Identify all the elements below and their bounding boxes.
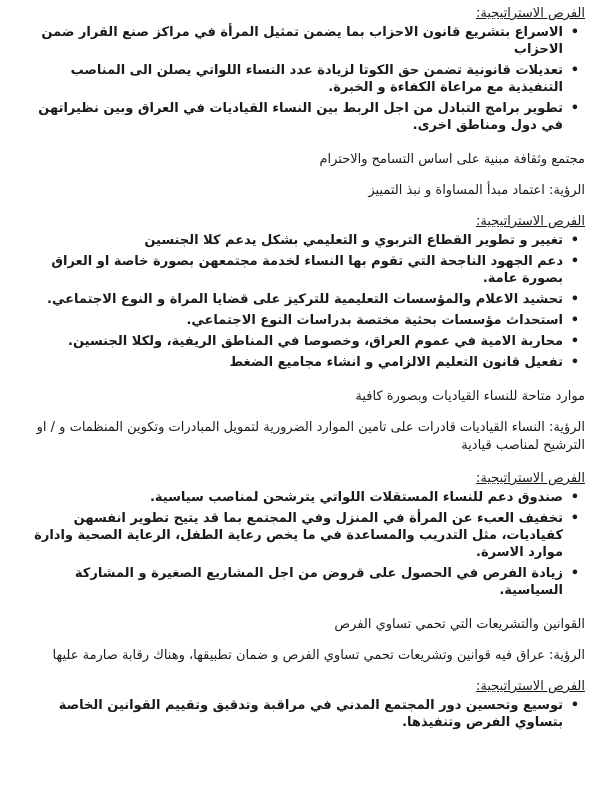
- strategic-opportunities-title-4: الفرص الاستراتيجية:: [475, 679, 585, 694]
- section-heading-2: مجتمع وثقافة مبنية على اساس التسامح والاحترام: [319, 152, 585, 167]
- opportunities-list-1: [24, 24, 585, 134]
- opportunities-list-2: [24, 232, 585, 371]
- list-item: • تطوير برامج التبادل من اجل الربط بين النساء القياديات في العراق وبين نظيراتهن في دول ومناطق اخرى.: [24, 100, 563, 134]
- section-heading-4: القوانين والتشريعات التي تحمي تساوي الفرص: [334, 617, 585, 632]
- list-item: • تحشيد الاعلام والمؤسسات التعليمية للتركيز على قضايا المراة و النوع الاجتماعي.: [24, 291, 563, 308]
- list-item: • صندوق دعم للنساء المستقلات اللواتي يترشحن لمناصب سياسية.: [24, 489, 563, 506]
- strategic-opportunities-title-1: الفرص الاستراتيجية:: [475, 6, 585, 21]
- vision-2: الرؤية: اعتماد مبدأ المساواة و نبذ التمييز: [368, 183, 585, 198]
- opportunities-list-3: [24, 489, 585, 599]
- list-item: • الاسراع بتشريع قانون الاحزاب بما يضمن تمثيل المرأة في مراكز صنع القرار ضمن الاحزاب: [24, 24, 563, 58]
- list-item: • تغيير و تطوير القطاع التربوي و التعليمي بشكل يدعم كلا الجنسين: [24, 232, 563, 249]
- list-item: • استحداث مؤسسات بحثية مختصة بدراسات النوع الاجتماعي.: [24, 312, 563, 329]
- list-item: • تعديلات قانونية تضمن حق الكوتا لزيادة عدد النساء اللواتي يصلن الى المناصب التنفيذية مع مراعاة الكفاءة و الخبرة.: [24, 62, 563, 96]
- opportunities-list-4: [24, 697, 585, 731]
- list-item: • زيادة الفرص في الحصول على قروض من اجل المشاريع الصغيرة و المشاركة السياسية.: [24, 565, 563, 599]
- list-item: • تخفيف العبء عن المرأة في المنزل وفي المجتمع بما قد يتيح تطوير انفسهن كقياديات، مثل التدريب والمساعدة في ما يخص رعاية الطفل، الرعاية الصحية وادارة موارد الاسرة.: [24, 510, 563, 561]
- list-item: • تفعيل قانون التعليم الالزامي و انشاء مجاميع الضغط: [24, 354, 563, 371]
- list-item: • توسيع وتحسين دور المجتمع المدني في مراقبة وتدقيق وتقييم القوانين الخاصة بتساوي الفرص وتنفيذها.: [24, 697, 563, 731]
- list-item: • دعم الجهود الناجحة التي تقوم بها النساء لخدمة مجتمعهن بصورة خاصة او العراق بصورة عامة.: [24, 253, 563, 287]
- strategic-opportunities-title-3: الفرص الاستراتيجية:: [475, 471, 585, 486]
- vision-4: الرؤية: عراق فيه قوانين وتشريعات تحمي تساوي الفرص و ضمان تطبيقها، وهناك رقابة صارمة عليها: [52, 648, 585, 663]
- strategic-opportunities-title-2: الفرص الاستراتيجية:: [475, 214, 585, 229]
- vision-3: الرؤية: النساء القياديات قادرات على تامين الموارد الضرورية لتمويل المبادرات وتكوين المنظمات و / او الترشيح لمناصب قيادية: [36, 420, 585, 453]
- list-item: • محاربة الامية في عموم العراق، وخصوصا في المناطق الريفية، ولكلا الجنسين.: [24, 333, 563, 350]
- section-heading-3: موارد متاحة للنساء القياديات وبصورة كافية: [355, 389, 585, 404]
